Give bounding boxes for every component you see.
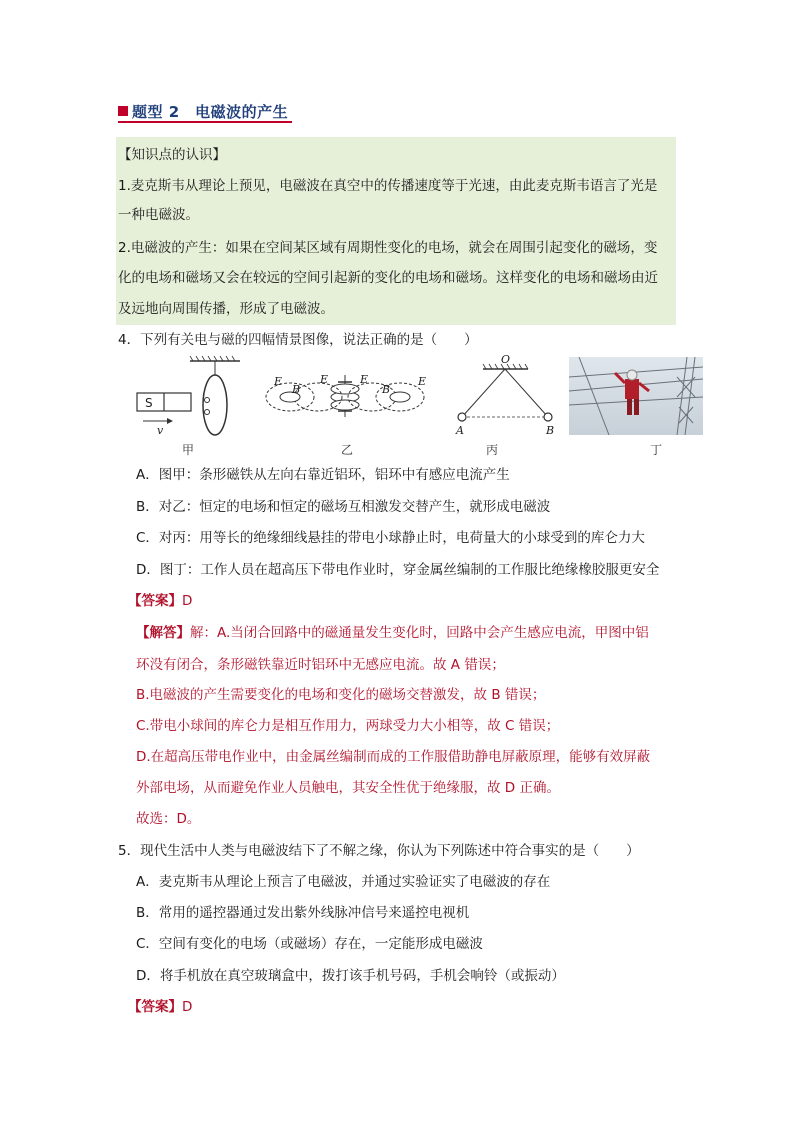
q4-option-a: A．图甲：条形磁铁从左向右靠近铝环，铝环中有感应电流产生 bbox=[136, 467, 510, 483]
figure-label-ding: 丁 bbox=[650, 443, 663, 457]
field-b-label: B bbox=[382, 383, 391, 396]
knowledge-line: 一种电磁波。 bbox=[118, 207, 199, 223]
q4-stem: 4．下列有关电与磁的四幅情景图像，说法正确的是（ ） bbox=[118, 332, 478, 348]
figure-bing bbox=[448, 355, 568, 437]
answer-label: 【答案】 bbox=[128, 593, 182, 609]
point-o-label: O bbox=[501, 355, 511, 366]
q5-stem: 5．现代生活中人类与电磁波结下了不解之缘，你认为下列陈述中符合事实的是（ ） bbox=[118, 843, 640, 859]
figure-label-bing: 丙 bbox=[486, 443, 499, 457]
field-b-label: B bbox=[292, 383, 301, 396]
figure-label-yi: 乙 bbox=[341, 443, 354, 457]
title-underline bbox=[118, 121, 292, 123]
q4-answer bbox=[128, 592, 192, 610]
knowledge-line: 2.电磁波的产生：如果在空间某区域有周期性变化的电场，就会在周围引起变化的磁场，变 bbox=[118, 240, 658, 256]
answer-label: 【答案】 bbox=[128, 999, 182, 1015]
figure-jia bbox=[135, 355, 255, 437]
q4-analysis-line: 故选：D。 bbox=[136, 811, 201, 827]
q4-option-b: B．对乙：恒定的电场和恒定的磁场互相激发交替产生，就形成电磁波 bbox=[136, 499, 551, 515]
magnet-label: S bbox=[145, 396, 153, 410]
figure-yi bbox=[260, 355, 440, 437]
answer-value: D bbox=[182, 999, 193, 1015]
q4-figures bbox=[130, 355, 705, 465]
knowledge-line: 1.麦克斯韦从理论上预见，电磁波在真空中的传播速度等于光速，由此麦克斯韦语言了光是 bbox=[118, 178, 658, 194]
q4-analysis-line: B.电磁波的产生需要变化的电场和变化的磁场交替激发，故 B 错误； bbox=[136, 687, 546, 703]
q4-analysis-line: 环没有闭合，条形磁铁靠近时铝环中无感应电流。故 A 错误； bbox=[136, 657, 505, 673]
field-e-label: E bbox=[360, 373, 369, 386]
figure-label-jia: 甲 bbox=[182, 443, 195, 457]
q4-option-d: D．图丁：工作人员在超高压下带电作业时，穿金属丝编制的工作服比绝缘橡胶服更安全 bbox=[136, 562, 660, 578]
knowledge-header: 【知识点的认识】 bbox=[118, 147, 226, 163]
knowledge-line: 化的电场和磁场又会在较远的空间引起新的变化的电场和磁场。这样变化的电场和磁场由近 bbox=[118, 270, 658, 286]
q5-option-d: D．将手机放在真空玻璃盒中，拨打该手机号码，手机会响铃（或振动） bbox=[136, 968, 565, 984]
field-e-label: E bbox=[320, 373, 329, 386]
point-b-label: B bbox=[546, 424, 555, 437]
knowledge-line: 及远地向周围传播，形成了电磁波。 bbox=[118, 301, 334, 317]
q4-analysis-line: C.带电小球间的库仑力是相互作用力，两球受力大小相等，故 C 错误； bbox=[136, 718, 560, 734]
q4-option-c: C．对丙：用等长的绝缘细线悬挂的带电小球静止时，电荷量大的小球受到的库仑力大 bbox=[136, 530, 645, 546]
q5-answer bbox=[128, 998, 192, 1016]
velocity-label: v bbox=[157, 424, 164, 437]
q5-option-a: A．麦克斯韦从理论上预言了电磁波，并通过实验证实了电磁波的存在 bbox=[136, 874, 551, 890]
q5-option-b: B．常用的遥控器通过发出紫外线脉冲信号来遥控电视机 bbox=[136, 905, 470, 921]
field-e-label: E bbox=[274, 375, 283, 388]
analysis-text: 解：A.当闭合回路中的磁通量发生变化时，回路中会产生感应电流，甲图中铝 bbox=[190, 625, 649, 641]
q4-analysis-line: 外部电场，从而避免作业人员触电，其安全性优于绝缘服，故 D 正确。 bbox=[136, 780, 560, 796]
analysis-label: 【解答】 bbox=[136, 625, 190, 641]
title-marker-icon bbox=[118, 106, 128, 116]
section-title-text: 题型 2 电磁波的产生 bbox=[132, 102, 289, 121]
q5-option-c: C．空间有变化的电场（或磁场）存在，一定能形成电磁波 bbox=[136, 936, 483, 952]
field-e-label: E bbox=[418, 375, 427, 388]
q4-analysis-line: D.在超高压带电作业中，由金属丝编制而成的工作服借助静电屏蔽原理，能够有效屏蔽 bbox=[136, 749, 651, 765]
knowledge-box bbox=[116, 137, 676, 325]
figure-ding-photo bbox=[569, 357, 703, 435]
point-a-label: A bbox=[456, 424, 464, 437]
q4-analysis-line bbox=[136, 624, 649, 642]
answer-value: D bbox=[182, 593, 193, 609]
